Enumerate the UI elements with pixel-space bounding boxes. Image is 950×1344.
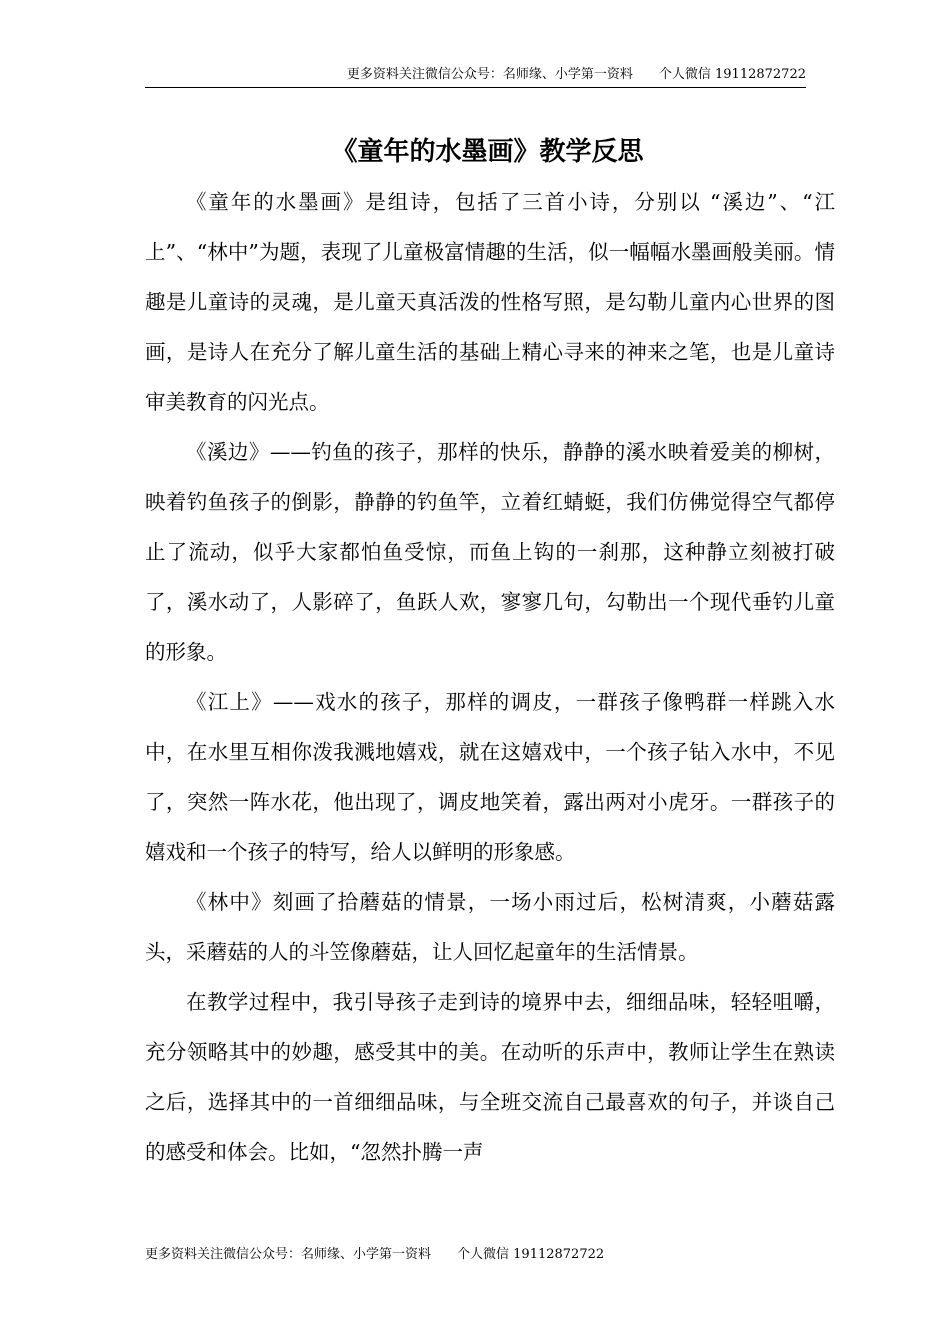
header-wechat: 个人微信 19112872722 xyxy=(658,67,806,82)
header-text: 更多资料关注微信公众号：名师缘、小学第一资料 xyxy=(346,67,633,82)
paragraph-jiangshang: 《江上》——戏水的孩子，那样的调皮，一群孩子像鸭群一样跳入水中，在水里互相你泼我溅地嬉戏，就在这嬉戏中，一个孩子钻入水中，不见了，突然一阵水花，他出现了，调皮地笑着，露出两对小虎牙。一群孩子的嬉戏和一个孩子的特写，给人以鲜明的形象感。 xyxy=(145,690,835,864)
footer-text: 更多资料关注微信公众号：名师缘、小学第一资料 xyxy=(145,1247,432,1262)
page-header xyxy=(145,66,806,84)
paragraph-intro: 《童年的水墨画》是组诗，包括了三首小诗，分别以 “溪边”、“江上”、“林中”为题，表现了儿童极富情趣的生活，似一幅幅水墨画般美丽。情趣是儿童诗的灵魂，是儿童天真活泼的性格写照，是勾勒儿童内心世界的图画，是诗人在充分了解儿童生活的基础上精心寻来的神来之笔，也是儿童诗审美教育的闪光点。 xyxy=(145,190,835,414)
header-divider xyxy=(145,87,806,88)
document-body xyxy=(145,177,835,1177)
footer-wechat: 个人微信 19112872722 xyxy=(457,1247,605,1262)
paragraph-xibian: 《溪边》——钓鱼的孩子，那样的快乐，静静的溪水映着爱美的柳树，映着钓鱼孩子的倒影，静静的钓鱼竿，立着红蜻蜓，我们仿佛觉得空气都停止了流动，似乎大家都怕鱼受惊，而鱼上钩的一刹那，这种静立刻被打破了，溪水动了，人影碎了，鱼跃人欢，寥寥几句，勾勒出一个现代垂钓儿童的形象。 xyxy=(145,440,835,664)
page-footer xyxy=(145,1246,604,1264)
document-title: 《童年的水墨画》教学反思 xyxy=(331,137,644,167)
paragraph-teaching: 在教学过程中，我引导孩子走到诗的境界中去，细细品味，轻轻咀嚼，充分领略其中的妙趣，感受其中的美。在动听的乐声中，教师让学生在熟读之后，选择其中的一首细细品味，与全班交流自己最喜欢的句子，并谈自己的感受和体会。比如，“忽然扑腾一声 xyxy=(145,990,835,1164)
paragraph-linzhong: 《林中》刻画了拾蘑菇的情景，一场小雨过后，松树清爽，小蘑菇露头，采蘑菇的人的斗笠像蘑菇，让人回忆起童年的生活情景。 xyxy=(145,890,835,964)
